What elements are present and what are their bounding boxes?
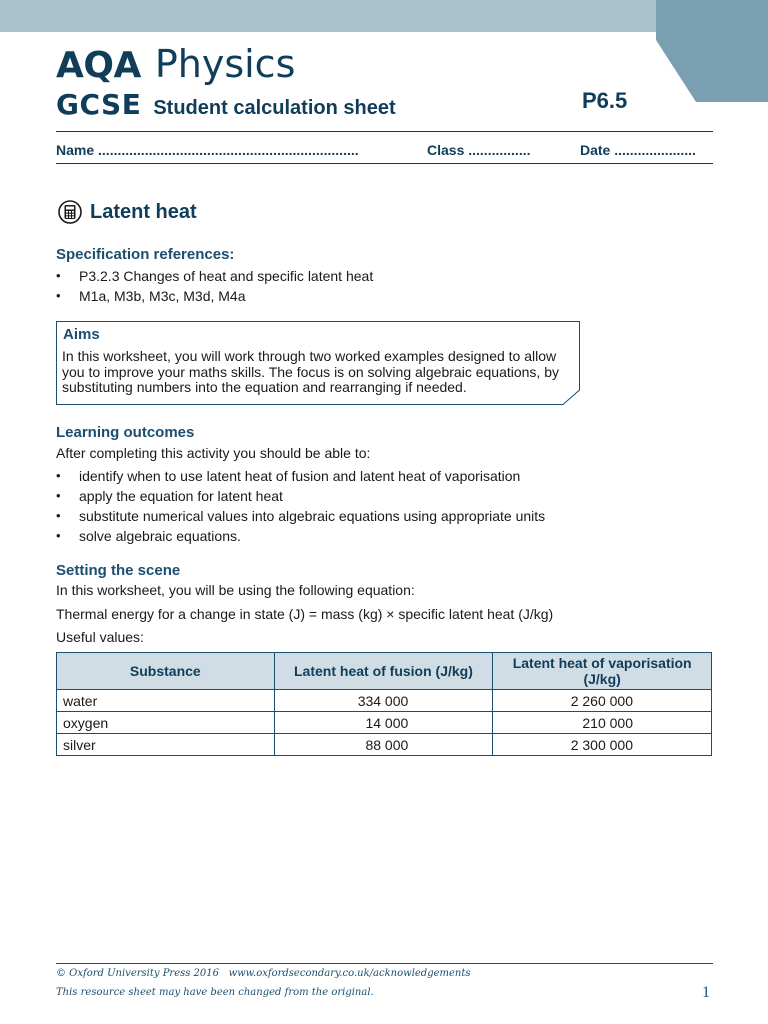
table-cell: water [57,690,275,712]
header-rule-top [56,131,713,132]
footer-rule [56,963,713,964]
table-row [57,712,712,734]
page-number: 1 [702,984,710,1001]
learning-heading: Learning outcomes [56,424,195,441]
scene-heading: Setting the scene [56,562,181,579]
table-row [57,734,712,756]
sheet-type: Student calculation sheet [153,97,396,119]
top-band [0,0,768,32]
spec-heading: Specification references: [56,246,235,263]
footer-credits [56,968,471,979]
table-cell: silver [57,734,275,756]
aims-heading: Aims [63,326,100,343]
learning-intro: After completing this activity you should be able to: [56,445,371,461]
list-item: • substitute numerical values into algebraic equations using appropriate units [56,506,545,526]
subject-title: Physics [154,42,296,86]
brand-logo: AQA [56,45,141,86]
list-item: • identify when to use latent heat of fusion and latent heat of vaporisation [56,466,545,486]
date-field[interactable]: Date ..................... [580,142,696,158]
list-item: • apply the equation for latent heat [56,486,545,506]
table-header-row [57,653,712,690]
table-cell: 2 260 000 [493,690,712,712]
list-item: • P3.2.3 Changes of heat and specific latent heat [56,266,373,286]
corner-decoration [656,0,768,102]
aims-text: In this worksheet, you will work through two worked examples designed to allow you to improve your maths skills. The focus is on solving algebraic equations, by substituting numbers into the equation and rearranging if needed. [62,348,559,395]
calculator-icon [58,200,82,224]
aims-box [56,321,580,405]
page-title: Latent heat [90,200,197,223]
table-row [57,690,712,712]
acknowledgements-link[interactable]: www.oxfordsecondary.co.uk/acknowledgements [228,968,471,979]
level-label: GCSE [56,88,142,121]
scene-intro: In this worksheet, you will be using the following equation: [56,582,415,598]
table-cell: 2 300 000 [493,734,712,756]
sheet-code: P6.5 [582,88,628,113]
column-header: Latent heat of vaporisation (J/kg) [493,653,712,690]
list-item: • solve algebraic equations. [56,526,545,546]
header-rule-bottom [56,163,713,164]
table-cell: 210 000 [493,712,712,734]
title-block [58,200,197,224]
copyright-text: © Oxford University Press 2016 [56,968,220,979]
latent-heat-table [56,652,712,756]
table-cell: 14 000 [274,712,493,734]
list-item: • M1a, M3b, M3c, M3d, M4a [56,286,373,306]
footer-note: This resource sheet may have been changed from the original. [56,987,374,998]
table-cell: oxygen [57,712,275,734]
spec-list [56,266,373,306]
useful-values-label: Useful values: [56,629,144,645]
learning-list [56,466,545,546]
column-header: Substance [57,653,275,690]
name-field[interactable]: Name ................................................................... [56,142,359,158]
table-cell: 88 000 [274,734,493,756]
column-header: Latent heat of fusion (J/kg) [274,653,493,690]
brand-block [56,42,396,121]
table-cell: 334 000 [274,690,493,712]
class-field[interactable]: Class ................ [427,142,531,158]
name-row [56,142,713,162]
equation-text: Thermal energy for a change in state (J) = mass (kg) × specific latent heat (J/kg) [56,606,554,622]
